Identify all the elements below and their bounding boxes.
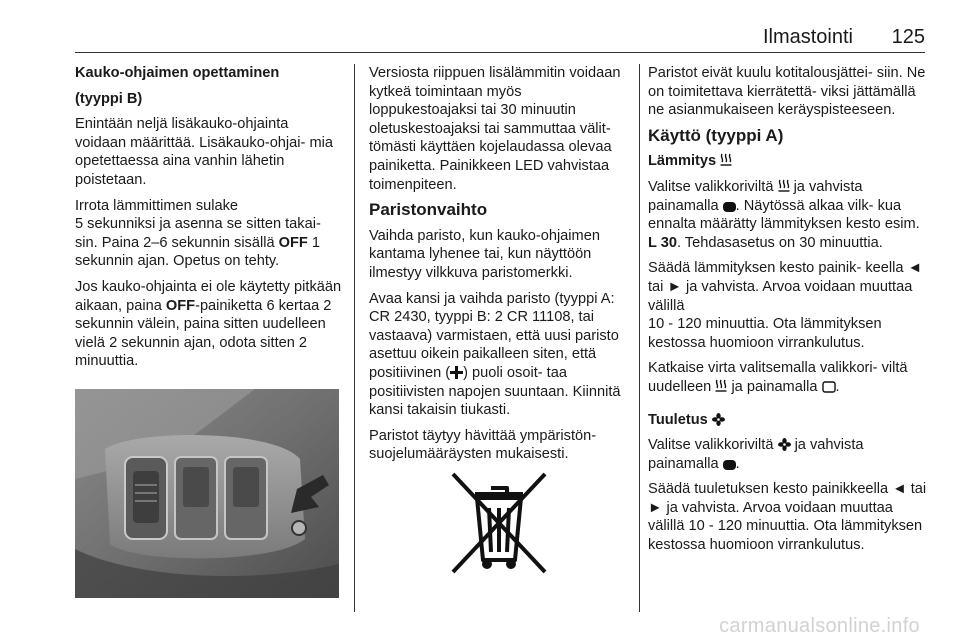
column-3	[648, 64, 928, 562]
paragraph: Valitse valikkoriviltä ja vahvista painamalla .	[648, 437, 864, 472]
paragraph: Valitse valikkoriviltä ja vahvista painamalla . Näytössä alkaa vilk- kua ennalta määrätty lämmityksen kesto esim. L 30. Tehdasasetus on 30 minuuttia.	[648, 178, 920, 251]
heading-heating: Lämmitys	[648, 152, 928, 171]
heating-icon	[778, 179, 790, 193]
heating-icon	[715, 379, 727, 393]
page-number: 125	[891, 26, 925, 48]
paragraph: Paristot täytyy hävittää ympäristön- suojelumääräysten mukaisesti.	[369, 427, 597, 463]
plus-icon	[450, 366, 463, 379]
confirm-button-icon	[723, 202, 736, 212]
heading-ventilation: Tuuletus	[648, 411, 928, 430]
column-2	[369, 64, 633, 471]
heading-teach-sub: (tyyppi B)	[75, 90, 143, 107]
section-title: Ilmastointi	[762, 26, 853, 48]
paragraph: Katkaise virta valitsemalla valikkori- viltä uudelleen ja painamalla .	[648, 360, 908, 395]
dashboard-switch-photo	[75, 389, 339, 598]
confirm-button-icon	[723, 460, 736, 470]
paragraph: Paristot eivät kuulu kotitalousjättei- siin. Ne on toimitettava kierrätettä- viksi jättämällä ne asianmukaiseen keräyspisteeseen.	[648, 65, 926, 119]
paragraph: Enintään neljä lisäkauko-ohjainta voidaan määrittää. Lisäkauko-ohjai- mia opetettaessa aina vanhin lähetin poistetaan.	[75, 116, 333, 188]
column-1	[75, 64, 343, 413]
page-header	[75, 22, 925, 53]
paragraph: Säädä lämmityksen kesto painik- keella ◄ tai ► ja vahvista. Arvoa voidaan muuttaa välillä 10 - 120 minuuttia. Ota lämmityksen kestossa huomioon virrankulutus.	[648, 260, 923, 351]
fan-icon	[712, 413, 725, 426]
heading-teach: Kauko-ohjaimen opettaminen	[75, 65, 280, 81]
crossed-bin-icon	[447, 468, 551, 578]
heading-battery: Paristonvaihto	[369, 200, 488, 220]
column-divider	[354, 64, 355, 612]
heading-usage: Käyttö (tyyppi A)	[648, 125, 784, 145]
power-off-icon	[822, 381, 836, 393]
paragraph: Jos kauko-ohjainta ei ole käytetty pitkään aikaan, paina OFF-painiketta 6 kertaa 2 sekunnin välein, paina sitten uudelleen vielä 2 sekunnin ajan, odota sitten 2 minuuttia.	[75, 278, 342, 370]
paragraph: Avaa kansi ja vaihda paristo (tyyppi A: CR 2430, tyyppi B: 2 CR 11108, tai vastaava) varmistaen, että uusi paristo asettuu oikein paikalleen siten, että positiivinen ( ) puoli osoit- taa positiivisten napojen suuntaan. Kiinnitä kansi takaisin tiukasti.	[369, 290, 621, 419]
paragraph: Irrota lämmittimen sulake 5 sekunniksi ja asenna se sitten takai- sin. Paina 2–6 sekunnin sisällä OFF 1 sekunnin ajan. Opetus on tehty.	[75, 197, 321, 270]
fan-icon	[778, 438, 791, 451]
heating-icon	[720, 153, 732, 167]
paragraph: Versiosta riippuen lisälämmitin voidaan kytkeä toimintaan myös loppukestoajaksi tai 30 minuutin oletuskestoajaksi tai sammuttaa välit- tömästi käyttäen kojelaudassa olevaa painiketta. Painikkeen LED vahvistaa toimenpiteen.	[369, 65, 621, 193]
column-divider	[639, 64, 640, 612]
paragraph: Vaihda paristo, kun kauko-ohjaimen kantama lyhenee tai, kun näyttöön ilmestyy vilkkuva paristomerkki.	[369, 227, 600, 281]
watermark: carmanualsonline.info	[719, 615, 920, 637]
paragraph: Säädä tuuletuksen kesto painikkeella ◄ tai ► ja vahvista. Arvoa voidaan muuttaa välillä 10 - 120 minuuttia. Ota lämmityksen kestossa huomioon virrankulutus.	[648, 481, 927, 554]
